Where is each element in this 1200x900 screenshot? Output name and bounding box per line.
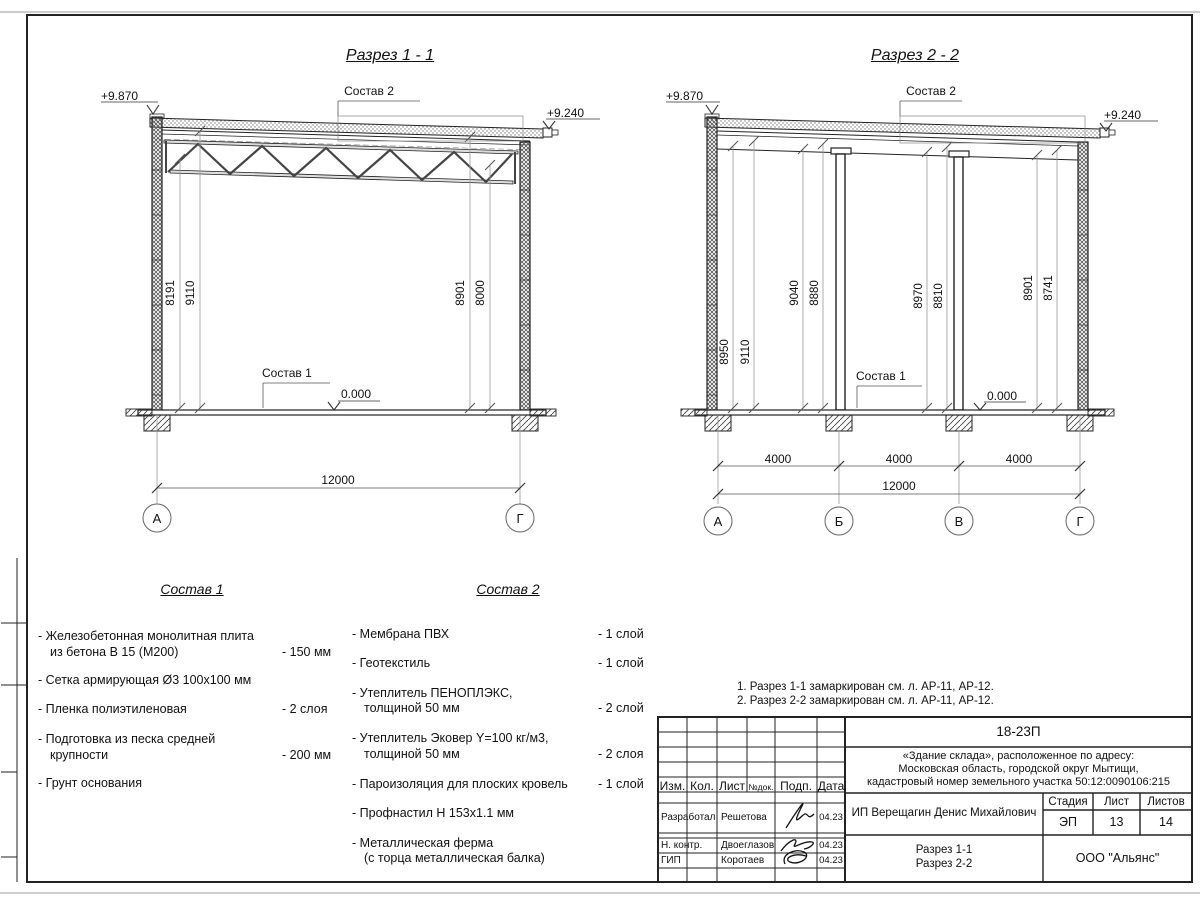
compose1-item4-line2: крупности <box>50 748 109 762</box>
section2-elevation-left: +9.870 <box>666 89 704 103</box>
section1-axis-g: Г <box>516 511 524 526</box>
section2-span2: 4000 <box>885 452 913 466</box>
compose2-item5-value: - 1 слой <box>598 777 644 791</box>
titleblock-row1-name: Решетова <box>721 812 767 823</box>
section2-dim-8880: 8880 <box>809 280 821 306</box>
compose1-title: Состав 1 <box>160 581 224 597</box>
titleblock-sheets-header: Листов <box>1147 796 1185 808</box>
compose1-item3-value: - 2 слоя <box>282 702 328 716</box>
compose2-item1-value: - 1 слой <box>598 627 644 641</box>
section2-axis-v: В <box>954 514 964 529</box>
compose2-item3-value: - 2 слой <box>598 701 644 715</box>
compose2-item3-line1: - Утеплитель ПЕНОПЛЭКС, <box>352 686 513 700</box>
titleblock-stage-header: Стадия <box>1048 796 1088 808</box>
compose2-item4-line1: - Утеплитель Эковер Y=100 кг/м3, <box>352 731 549 745</box>
compose2-item6: - Профнастил Н 153х1.1 мм <box>352 806 515 820</box>
compose1-item1-value: - 150 мм <box>282 645 332 659</box>
titleblock-header-data: Дата <box>817 779 845 793</box>
note-2: 2. Разрез 2-2 замаркирован см. л. АР-11, АР-12. <box>737 695 994 707</box>
titleblock-row3-date: 04.23 <box>819 855 843 866</box>
section2-roof-label: Состав 2 <box>906 84 956 98</box>
titleblock-client: ИП Верещагин Денис Михайлович <box>851 807 1037 819</box>
titleblock-header-kol: Кол. <box>690 779 714 793</box>
titleblock-header-list: Лист <box>718 779 746 793</box>
section2-dim-9040: 9040 <box>789 280 801 306</box>
titleblock-sheet-value: 13 <box>1109 815 1124 829</box>
titleblock-row1-role: Разработал <box>661 812 716 823</box>
titleblock-object-line3: кадастровый номер земельного участка 50:12:0090106:215 <box>866 776 1171 788</box>
section2-dim-8741: 8741 <box>1043 275 1055 301</box>
section1-dim-8000: 8000 <box>475 280 487 306</box>
titleblock-row2-date: 04.23 <box>819 840 843 851</box>
section2-title: Разрез 2 - 2 <box>870 47 960 64</box>
titleblock-sheet-title-line1: Разрез 1-1 <box>915 844 973 856</box>
section1-roof-label: Состав 2 <box>344 84 394 98</box>
compose2-title: Состав 2 <box>476 581 540 597</box>
titleblock-object-line2: Московская область, городской округ Мытищи, <box>898 763 1139 775</box>
section2-axis-b: Б <box>834 514 844 529</box>
compose1-item5: - Грунт основания <box>38 776 143 790</box>
section2-dim-8950: 8950 <box>719 339 731 365</box>
compose2-item2-value: - 1 слой <box>598 656 644 670</box>
titleblock-project-code: 18-23П <box>996 724 1041 739</box>
section2-dim-total: 12000 <box>882 479 916 493</box>
titleblock-row3-role: ГИП <box>661 855 681 866</box>
section1-zero-mark: 0.000 <box>341 387 372 401</box>
titleblock-row2-name: Двоеглазов <box>721 840 775 851</box>
titleblock-object-line1: «Здание склада», расположенное по адресу: <box>902 750 1135 762</box>
compose1-item1-line1: - Железобетонная монолитная плита <box>38 629 254 643</box>
section2-zero-mark: 0.000 <box>987 389 1018 403</box>
titleblock-sheet-header: Лист <box>1104 796 1129 808</box>
compose2-item7-line1: - Металлическая ферма <box>352 836 494 850</box>
compose2-item5: - Пароизоляция для плоских кровель <box>352 777 568 791</box>
compose2-item3-line2: толщиной 50 мм <box>364 701 460 715</box>
titleblock-row1-date: 04.23 <box>819 812 843 823</box>
section1-title: Разрез 1 - 1 <box>345 47 435 64</box>
compose1-item1-line2: из бетона В 15 (М200) <box>50 645 179 659</box>
compose2-item4-value: - 2 слоя <box>598 747 644 761</box>
section2-span3: 4000 <box>1005 452 1033 466</box>
compose2-item4-line2: толщиной 50 мм <box>364 747 460 761</box>
section2-axis-a: А <box>713 514 723 529</box>
compose1-item2: - Сетка армирующая Ø3 100х100 мм <box>38 673 252 687</box>
compose1-item3: - Пленка полиэтиленовая <box>38 702 187 716</box>
section1-elevation-right: +9.240 <box>547 106 585 120</box>
titleblock-stage-value: ЭП <box>1059 815 1077 829</box>
section1-dim-8901: 8901 <box>455 280 467 306</box>
section2-dim-8970: 8970 <box>913 283 925 309</box>
section2-dim-8810: 8810 <box>933 283 945 309</box>
titleblock-company: ООО "Альянс" <box>1075 851 1160 865</box>
compose2-item2: - Геотекстиль <box>352 656 431 670</box>
titleblock-row3-name: Коротаев <box>721 855 765 866</box>
section1-dim-total: 12000 <box>321 473 355 487</box>
section1-axis-a: А <box>152 511 162 526</box>
compose2-item1: - Мембрана ПВХ <box>352 627 450 641</box>
section2-dim-8901: 8901 <box>1023 275 1035 301</box>
section2-elevation-right: +9.240 <box>1104 108 1142 122</box>
titleblock-sheet-title-line2: Разрез 2-2 <box>915 858 973 870</box>
section1-elevation-left: +9.870 <box>101 89 139 103</box>
section1-dim-8191: 8191 <box>165 280 177 306</box>
titleblock-header-izm: Изм. <box>659 779 686 793</box>
compose1-item4-value: - 200 мм <box>282 748 332 762</box>
section2-floor-label: Состав 1 <box>856 369 906 383</box>
titleblock-header-podp: Подп. <box>780 779 812 793</box>
titleblock-sheets-value: 14 <box>1159 815 1173 829</box>
section2-dim-9110: 9110 <box>740 339 752 365</box>
section2-axis-g: Г <box>1076 514 1084 529</box>
section2-span1: 4000 <box>764 452 792 466</box>
compose1-item4-line1: - Подготовка из песка средней <box>38 732 216 746</box>
section1-floor-label: Состав 1 <box>262 366 312 380</box>
section1-dim-9110: 9110 <box>185 280 197 306</box>
titleblock-header-ndok: №док. <box>748 782 774 792</box>
compose2-item7-line2: (с торца металлическая балка) <box>364 851 545 865</box>
titleblock-row2-role: Н. контр. <box>661 840 703 851</box>
note-1: 1. Разрез 1-1 замаркирован см. л. АР-11, АР-12. <box>737 681 994 693</box>
